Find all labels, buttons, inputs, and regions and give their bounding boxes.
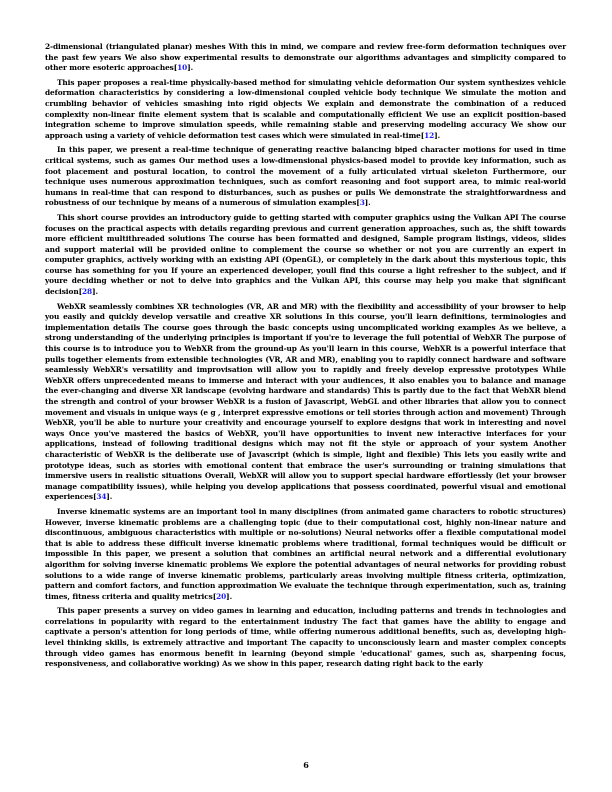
citation-link[interactable]: 28 <box>82 287 93 297</box>
citation-link[interactable]: 3 <box>359 198 365 208</box>
paragraph-6: Inverse kinematic systems are an important tool in many disciplines (from animated game characters to robotic structures) However, inverse kinematic problems are a challenging topic (due to their computational cost, highly non-linear nature and discontinuous, ambiguous characteristics with multiple or no-solutions) Neural networks offer a flexible computational model that is able to address these difficult inverse kinematic problems where traditional, formal techniques would be difficult or impossible In this paper, we present a solution that combines an artificial neural network and a differential evolutionary algorithm for solving inverse kinematic problems We explore the potential advantages of neural networks for providing robust solutions to a wide range of inverse kinematic problems, particularly areas involving multiple fitness criteria, optimization, pattern and comfort factors, and function approximation We evaluate the technique through experimentation, such as, training times, fitness criteria and quality metrics[20]. <box>45 506 566 601</box>
paragraph-7 <box>45 606 566 670</box>
paragraph-5: WebXR seamlessly combines XR technologies (VR, AR and MR) with the flexibility and accessibility of your browser to help you easily and quickly develop versatile and creative XR solutions In this course, you'll learn definitions, terminologies and implementation details The course goes through the basic concepts using uncomplicated working examples As we believe, a strong understanding of the underlying principles is important if you're to leverage the full potential of WebXR The purpose of this course is to introduce you to WebXR from the ground-up As you'll learn in this course, WebXR is a powerful interface that pulls together elements from extensible technologies (VR, AR and MR), enabling you to rapidly connect hardware and software seamlessly WebXR's versatility and improvisation will allow you to rapidly and freely develop expressive prototypes While WebXR offers unprecedented means to immerse and interact with your audiences, it also enables you to balance and manage the ever-changing and diverse XR landscape (evolving hardware and standards) This is partly due to the fact that WebXR blend the strength and control of your browser WebXR is a fusion of Javascript, WebGL and other libraries that allow you to connect movement and visuals in unique ways (e g , interpret expressive emotions or tell stories through action and movement) Through WebXR, you'll be able to nurture your creativity and encourage yourself to explore designs that work in interesting and novel ways Once you've mastered the basics of WebXR, you'll have opportunities to invent new interactive interfaces for your applications, instead of following traditional designs which may not fit the style or approach of your system Another characteristic of WebXR is the deliberate use of Javascript (which is simple, light and flexible) This lets you easily write and prototype ideas, such as stories with emotional content that embrace the user's surrounding or training simulations that immersive users in realistic situations Overall, WebXR will allow you to support special hardware effortlessly (let your browser manage compatibility issues), while helping you develop applications that possess coordinated, powerful visual and emotional experiences[34]. <box>45 301 566 502</box>
paragraph-text: This paper presents a survey on video games in learning and education, including patterns and trends in technologies and correlations in popularity with regard to the entertainment industry The fact that games have the ability to engage and captivate a person's attention for long periods of time, while offering numerous additional benefits, such as, developing high-level thinking skills, is extremely attractive and important The capacity to unconsciously learn and master complex concepts through video games has enormous benefit in learning (beyond simple 'educational' games, such as, sharpening focus, responsiveness, and collaborative working) As we show in this paper, research dating right back to the early <box>45 606 566 669</box>
paragraph-3: In this paper, we present a real-time technique of generating reactive balancing biped character motions for used in time critical systems, such as games Our method uses a low-dimensional physics-based model to provide key information, such as foot placement and postural location, to control the movement of a fully articulated virtual skeleton Furthermore, our technique uses numerous approximation techniques, such as comfort reasoning and foot support area, to mimic real-world humans in real-time that can respond to disturbances, such as pushes or pulls We demonstrate the straightforwardness and robustness of our technique by means of a numerous of simulation examples[3]. <box>45 145 566 208</box>
paragraph-text: This short course provides an introductory guide to getting started with computer graphics using the Vulkan API The course focuses on the practical aspects with details regarding previous and current generation approaches, such as, the shift towards more efficient multithreaded solutions The course has been formatted and designed, Sample program listings, videos, slides and support material will be provided online to complement the course so whether or not you are currently an expert in computer graphics, actively working with an existing API (OpenGL), or completely in the dark about this mysterious topic, this course has something for you If youre an experienced developer, youll find this course a light refresher to the subject, and if youre deciding whether or not to delve into graphics and the Vulkan API, this course may help you make that significant decision <box>45 212 566 297</box>
citation-link[interactable]: 20 <box>216 591 227 601</box>
paragraph-1: 2-dimensional (triangulated planar) meshes With this in mind, we compare and review free-form deformation techniques over the past few years We also show experimental results to demonstrate our algorithms advantages and simplicity compared to other more esoteric approaches[10]. <box>45 42 566 73</box>
paragraph-text: Inverse kinematic systems are an important tool in many disciplines (from animated game characters to robotic structures) However, inverse kinematic problems are a challenging topic (due to their computational cost, highly non-linear nature and discontinuous, ambiguous characteristics with multiple or no-solutions) Neural networks offer a flexible computational model that is able to address these difficult inverse kinematic problems where traditional, formal techniques would be difficult or impossible In this paper, we present a solution that combines an artificial neural network and a differential evolutionary algorithm for solving inverse kinematic problems We explore the potential advantages of neural networks for providing robust solutions to a wide range of inverse kinematic problems, particularly areas involving multiple fitness criteria, optimization, pattern and comfort factors, and function approximation We evaluate the technique through experimentation, such as, training times, fitness criteria and quality metrics <box>45 506 566 601</box>
citation-link[interactable]: 34 <box>96 492 107 502</box>
page-number: 6 <box>303 760 309 770</box>
paragraph-text: In this paper, we present a real-time technique of generating reactive balancing biped character motions for used in time critical systems, such as games Our method uses a low-dimensional physics-based model to provide key information, such as foot placement and postural location, to control the movement of a fully articulated virtual skeleton Furthermore, our technique uses numerous approximation techniques, such as comfort reasoning and foot support area, to mimic real-world humans in real-time that can respond to disturbances, such as pushes or pulls We demonstrate the straightforwardness and robustness of our technique by means of a numerous of simulation examples <box>45 145 566 208</box>
paragraph-4: This short course provides an introductory guide to getting started with computer graphics using the Vulkan API The course focuses on the practical aspects with details regarding previous and current generation approaches, such as, the shift towards more efficient multithreaded solutions The course has been formatted and designed, Sample program listings, videos, slides and support material will be provided online to complement the course so whether or not you are currently an expert in computer graphics, actively working with an existing API (OpenGL), or completely in the dark about this mysterious topic, this course has something for you If youre an experienced developer, youll find this course a light refresher to the subject, and if youre deciding whether or not to delve into graphics and the Vulkan API, this course may help you make that significant decision[28]. <box>45 212 566 297</box>
paragraph-text: WebXR seamlessly combines XR technologies (VR, AR and MR) with the flexibility and accessibility of your browser to help you easily and quickly develop versatile and creative XR solutions In this course, you'll learn definitions, terminologies and implementation details The course goes through the basic concepts using uncomplicated working examples As we believe, a strong understanding of the underlying principles is important if you're to leverage the full potential of WebXR The purpose of this course is to introduce you to WebXR from the ground-up As you'll learn in this course, WebXR is a powerful interface that pulls together elements from extensible technologies (VR, AR and MR), enabling you to rapidly connect hardware and software seamlessly WebXR's versatility and improvisation will allow you to rapidly and freely develop expressive prototypes While WebXR offers unprecedented means to immerse and interact with your audiences, it also enables you to balance and manage the ever-changing and diverse XR landscape (evolving hardware and standards) This is partly due to the fact that WebXR blend the strength and control of your browser WebXR is a fusion of Javascript, WebGL and other libraries that allow you to connect movement and visuals in unique ways (e g , interpret expressive emotions or tell stories through action and movement) Through WebXR, you'll be able to nurture your creativity and encourage yourself to explore designs that work in interesting and novel ways Once you've mastered the basics of WebXR, you'll have opportunities to invent new interactive interfaces for your applications, instead of following traditional designs which may not fit the style or approach of your system Another characteristic of WebXR is the deliberate use of Javascript (which is simple, light and flexible) This lets you easily write and prototype ideas, such as stories with emotional content that embrace the user's surrounding or training simulations that immersive users in realistic situations Overall, WebXR will allow you to support special hardware effortlessly (let your browser manage compatibility issues), while helping you develop applications that possess coordinated, powerful visual and emotional experiences <box>45 301 566 502</box>
paragraph-2: This paper proposes a real-time physically-based method for simulating vehicle deformation Our system synthesizes vehicle deformation characteristics by considering a low-dimensional coupled vehicle body technique We simulate the motion and crumbling behavior of vehicles smashing into rigid objects We explain and demonstrate the combination of a reduced complexity non-linear finite element system that is scalable and computationally efficient We use an explicit position-based integration scheme to improve simulation speeds, while remaining stable and preserving modeling accuracy We show our approach using a variety of vehicle deformation test cases which were simulated in real-time[12]. <box>45 77 566 140</box>
paragraph-text: This paper proposes a real-time physically-based method for simulating vehicle deformation Our system synthesizes vehicle deformation characteristics by considering a low-dimensional coupled vehicle body technique We simulate the motion and crumbling behavior of vehicles smashing into rigid objects We explain and demonstrate the combination of a reduced complexity non-linear finite element system that is scalable and computationally efficient We use an explicit position-based integration scheme to improve simulation speeds, while remaining stable and preserving modeling accuracy We show our approach using a variety of vehicle deformation test cases which were simulated in real-time <box>45 77 566 140</box>
citation-link[interactable]: 12 <box>424 130 435 140</box>
citation-link[interactable]: 10 <box>177 63 188 73</box>
page-body <box>45 42 566 674</box>
paragraph-text: 2-dimensional (triangulated planar) meshes With this in mind, we compare and review free-form deformation techniques over the past few years We also show experimental results to demonstrate our algorithms advantages and simplicity compared to other more esoteric approaches <box>45 42 566 73</box>
